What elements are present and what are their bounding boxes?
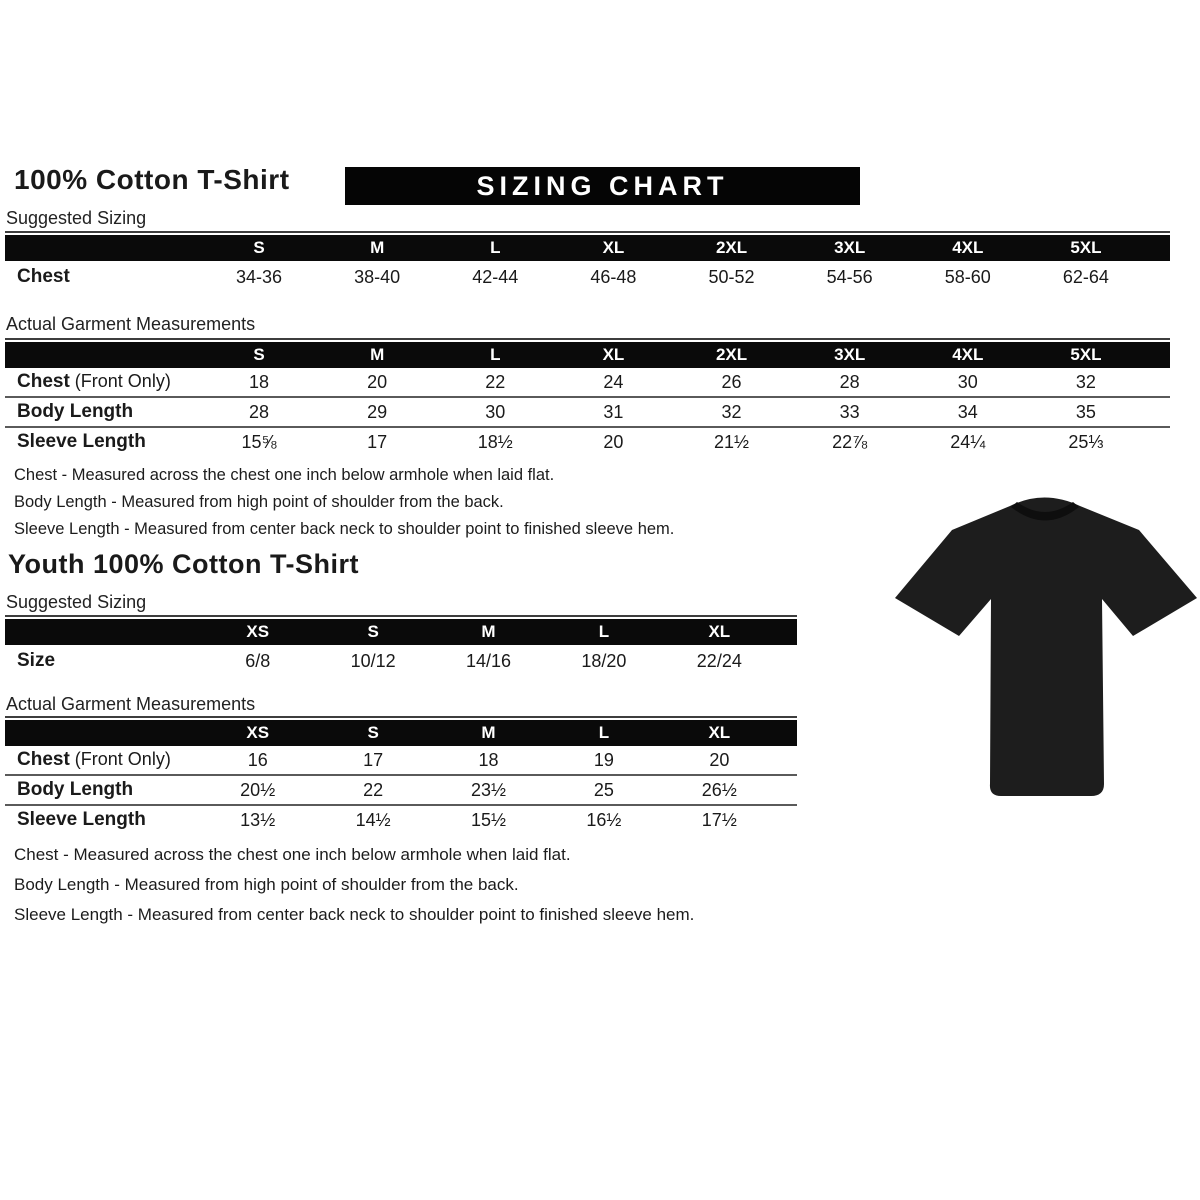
size-column-header: L	[598, 622, 610, 641]
size-column-header: 2XL	[715, 238, 748, 257]
measurement-value: 24¼	[950, 431, 986, 452]
size-column-header: M	[481, 723, 496, 742]
tshirt-silhouette	[895, 498, 1197, 797]
measurement-value: 30	[485, 401, 506, 422]
size-column-header: 3XL	[834, 238, 866, 257]
note-line: Sleeve Length - Measured from center back neck to shoulder point to finished sleeve hem.	[14, 905, 695, 924]
measurement-value: 26	[721, 371, 742, 392]
size-column-header: 4XL	[952, 345, 984, 364]
table-row	[5, 645, 797, 677]
note-line: Body Length - Measured from high point of shoulder from the back.	[14, 493, 504, 511]
size-column-header: M	[370, 345, 385, 364]
measurement-value: 14½	[355, 809, 391, 830]
table-header-row	[5, 342, 1170, 368]
measurement-value: 23½	[470, 779, 507, 800]
size-column-header: M	[370, 238, 385, 257]
measurement-value: 22	[485, 371, 506, 392]
size-column-header: XL	[708, 723, 731, 742]
measurement-value: 15½	[470, 809, 507, 830]
table-row	[5, 746, 797, 776]
measurement-value: 42-44	[472, 266, 519, 287]
adult-actual-measurements-table	[5, 338, 1170, 456]
note-line: Body Length - Measured from high point of shoulder from the back.	[14, 875, 519, 894]
measurement-value: 34-36	[236, 266, 283, 287]
table-row	[5, 261, 1170, 293]
table-row	[5, 368, 1170, 398]
size-column-header: L	[490, 345, 501, 364]
sizing-chart-banner-text: SIZING CHART	[476, 170, 729, 201]
youth-actual-measurements-label: Actual Garment Measurements	[6, 694, 256, 714]
size-column-header: XS	[246, 723, 270, 742]
measurement-value: 50-52	[708, 266, 755, 287]
measurement-value: 38-40	[354, 266, 401, 287]
measurement-value: 15⅝	[241, 431, 277, 452]
row-label: Chest (Front Only)	[17, 371, 171, 392]
measurement-value: 62-64	[1062, 266, 1109, 287]
measurement-value: 31	[603, 401, 624, 422]
table-header-row	[5, 720, 797, 746]
size-column-header: 2XL	[715, 345, 748, 364]
measurement-value: 22	[363, 779, 384, 800]
size-column-header: XL	[708, 622, 731, 641]
size-column-header: M	[481, 622, 496, 641]
size-column-header: L	[598, 723, 610, 742]
row-label: Chest (Front Only)	[17, 749, 171, 770]
row-label: Sleeve Length	[17, 809, 146, 830]
measurement-value: 32	[1075, 371, 1096, 392]
row-label: Size	[17, 650, 56, 671]
size-column-header: L	[490, 238, 501, 257]
measurement-value: 21½	[714, 431, 750, 452]
measurement-value: 10/12	[350, 650, 396, 671]
measurement-value: 20	[367, 371, 388, 392]
row-label: Body Length	[17, 779, 134, 800]
size-column-header: 5XL	[1070, 238, 1102, 257]
measurement-value: 18½	[477, 431, 513, 452]
measurement-value: 13½	[240, 809, 276, 830]
sizing-chart-banner	[345, 167, 860, 205]
measurement-value: 18/20	[581, 650, 627, 671]
header-label-spacer	[5, 619, 200, 645]
youth-section-title: Youth 100% Cotton T-Shirt	[8, 549, 359, 579]
row-label: Body Length	[17, 401, 134, 422]
youth-measurement-notes	[14, 840, 694, 930]
size-column-header: 5XL	[1070, 345, 1102, 364]
table-header-row	[5, 235, 1170, 261]
youth-actual-measurements-table	[5, 716, 797, 834]
measurement-value: 20	[603, 431, 624, 452]
measurement-value: 28	[839, 371, 860, 392]
note-line: Chest - Measured across the chest one inch below armhole when laid flat.	[14, 845, 571, 864]
measurement-value: 17	[363, 749, 384, 770]
table-row	[5, 428, 1170, 456]
measurement-value: 22⅞	[832, 431, 868, 452]
adult-suggested-sizing-label: Suggested Sizing	[6, 208, 147, 228]
measurement-value: 46-48	[590, 266, 637, 287]
measurement-value: 17	[367, 431, 388, 452]
note-line: Chest - Measured across the chest one inch below armhole when laid flat.	[14, 466, 555, 484]
youth-suggested-sizing-table	[5, 615, 797, 677]
size-column-header: S	[253, 238, 265, 257]
measurement-value: 25⅓	[1068, 431, 1104, 452]
measurement-value: 14/16	[465, 650, 512, 671]
size-column-header: 3XL	[834, 345, 866, 364]
measurement-value: 26½	[701, 779, 737, 800]
measurement-value: 34	[957, 401, 978, 422]
header-label-spacer	[5, 342, 200, 368]
measurement-value: 20	[709, 749, 730, 770]
measurement-value: 33	[839, 401, 860, 422]
measurement-value: 28	[249, 401, 270, 422]
measurement-value: 19	[593, 749, 614, 770]
measurement-value: 35	[1075, 401, 1096, 422]
measurement-value: 22/24	[696, 650, 742, 671]
adult-actual-measurements-label: Actual Garment Measurements	[6, 314, 256, 334]
table-header-row	[5, 619, 797, 645]
measurement-value: 20½	[240, 779, 276, 800]
size-column-header: 4XL	[952, 238, 984, 257]
measurement-value: 54-56	[826, 266, 873, 287]
page-title: 100% Cotton T-Shirt	[14, 164, 290, 195]
measurement-value: 18	[478, 749, 499, 770]
measurement-value: 24	[603, 371, 624, 392]
table-row	[5, 398, 1170, 428]
size-column-header: S	[253, 345, 265, 364]
adult-suggested-sizing-table	[5, 231, 1170, 293]
youth-suggested-sizing-label: Suggested Sizing	[6, 592, 147, 612]
measurement-value: 16½	[586, 809, 622, 830]
header-label-spacer	[5, 720, 200, 746]
note-line: Sleeve Length - Measured from center back neck to shoulder point to finished sleeve hem.	[14, 520, 675, 538]
size-column-header: XL	[602, 345, 625, 364]
measurement-value: 6/8	[245, 650, 271, 671]
measurement-value: 29	[367, 401, 388, 422]
measurement-value: 16	[247, 749, 268, 770]
black-tshirt-image	[890, 468, 1200, 808]
table-row	[5, 776, 797, 806]
header-label-spacer	[5, 235, 200, 261]
size-column-header: S	[367, 723, 379, 742]
measurement-value: 25	[593, 779, 614, 800]
adult-measurement-notes	[14, 462, 674, 543]
measurement-value: 58-60	[944, 266, 991, 287]
row-label: Chest	[17, 266, 70, 287]
size-column-header: XS	[246, 622, 270, 641]
row-label: Sleeve Length	[17, 431, 146, 452]
table-row	[5, 806, 797, 834]
size-column-header: XL	[602, 238, 625, 257]
measurement-value: 32	[721, 401, 742, 422]
measurement-value: 18	[249, 371, 270, 392]
size-column-header: S	[367, 622, 379, 641]
measurement-value: 30	[957, 371, 978, 392]
measurement-value: 17½	[701, 809, 737, 830]
